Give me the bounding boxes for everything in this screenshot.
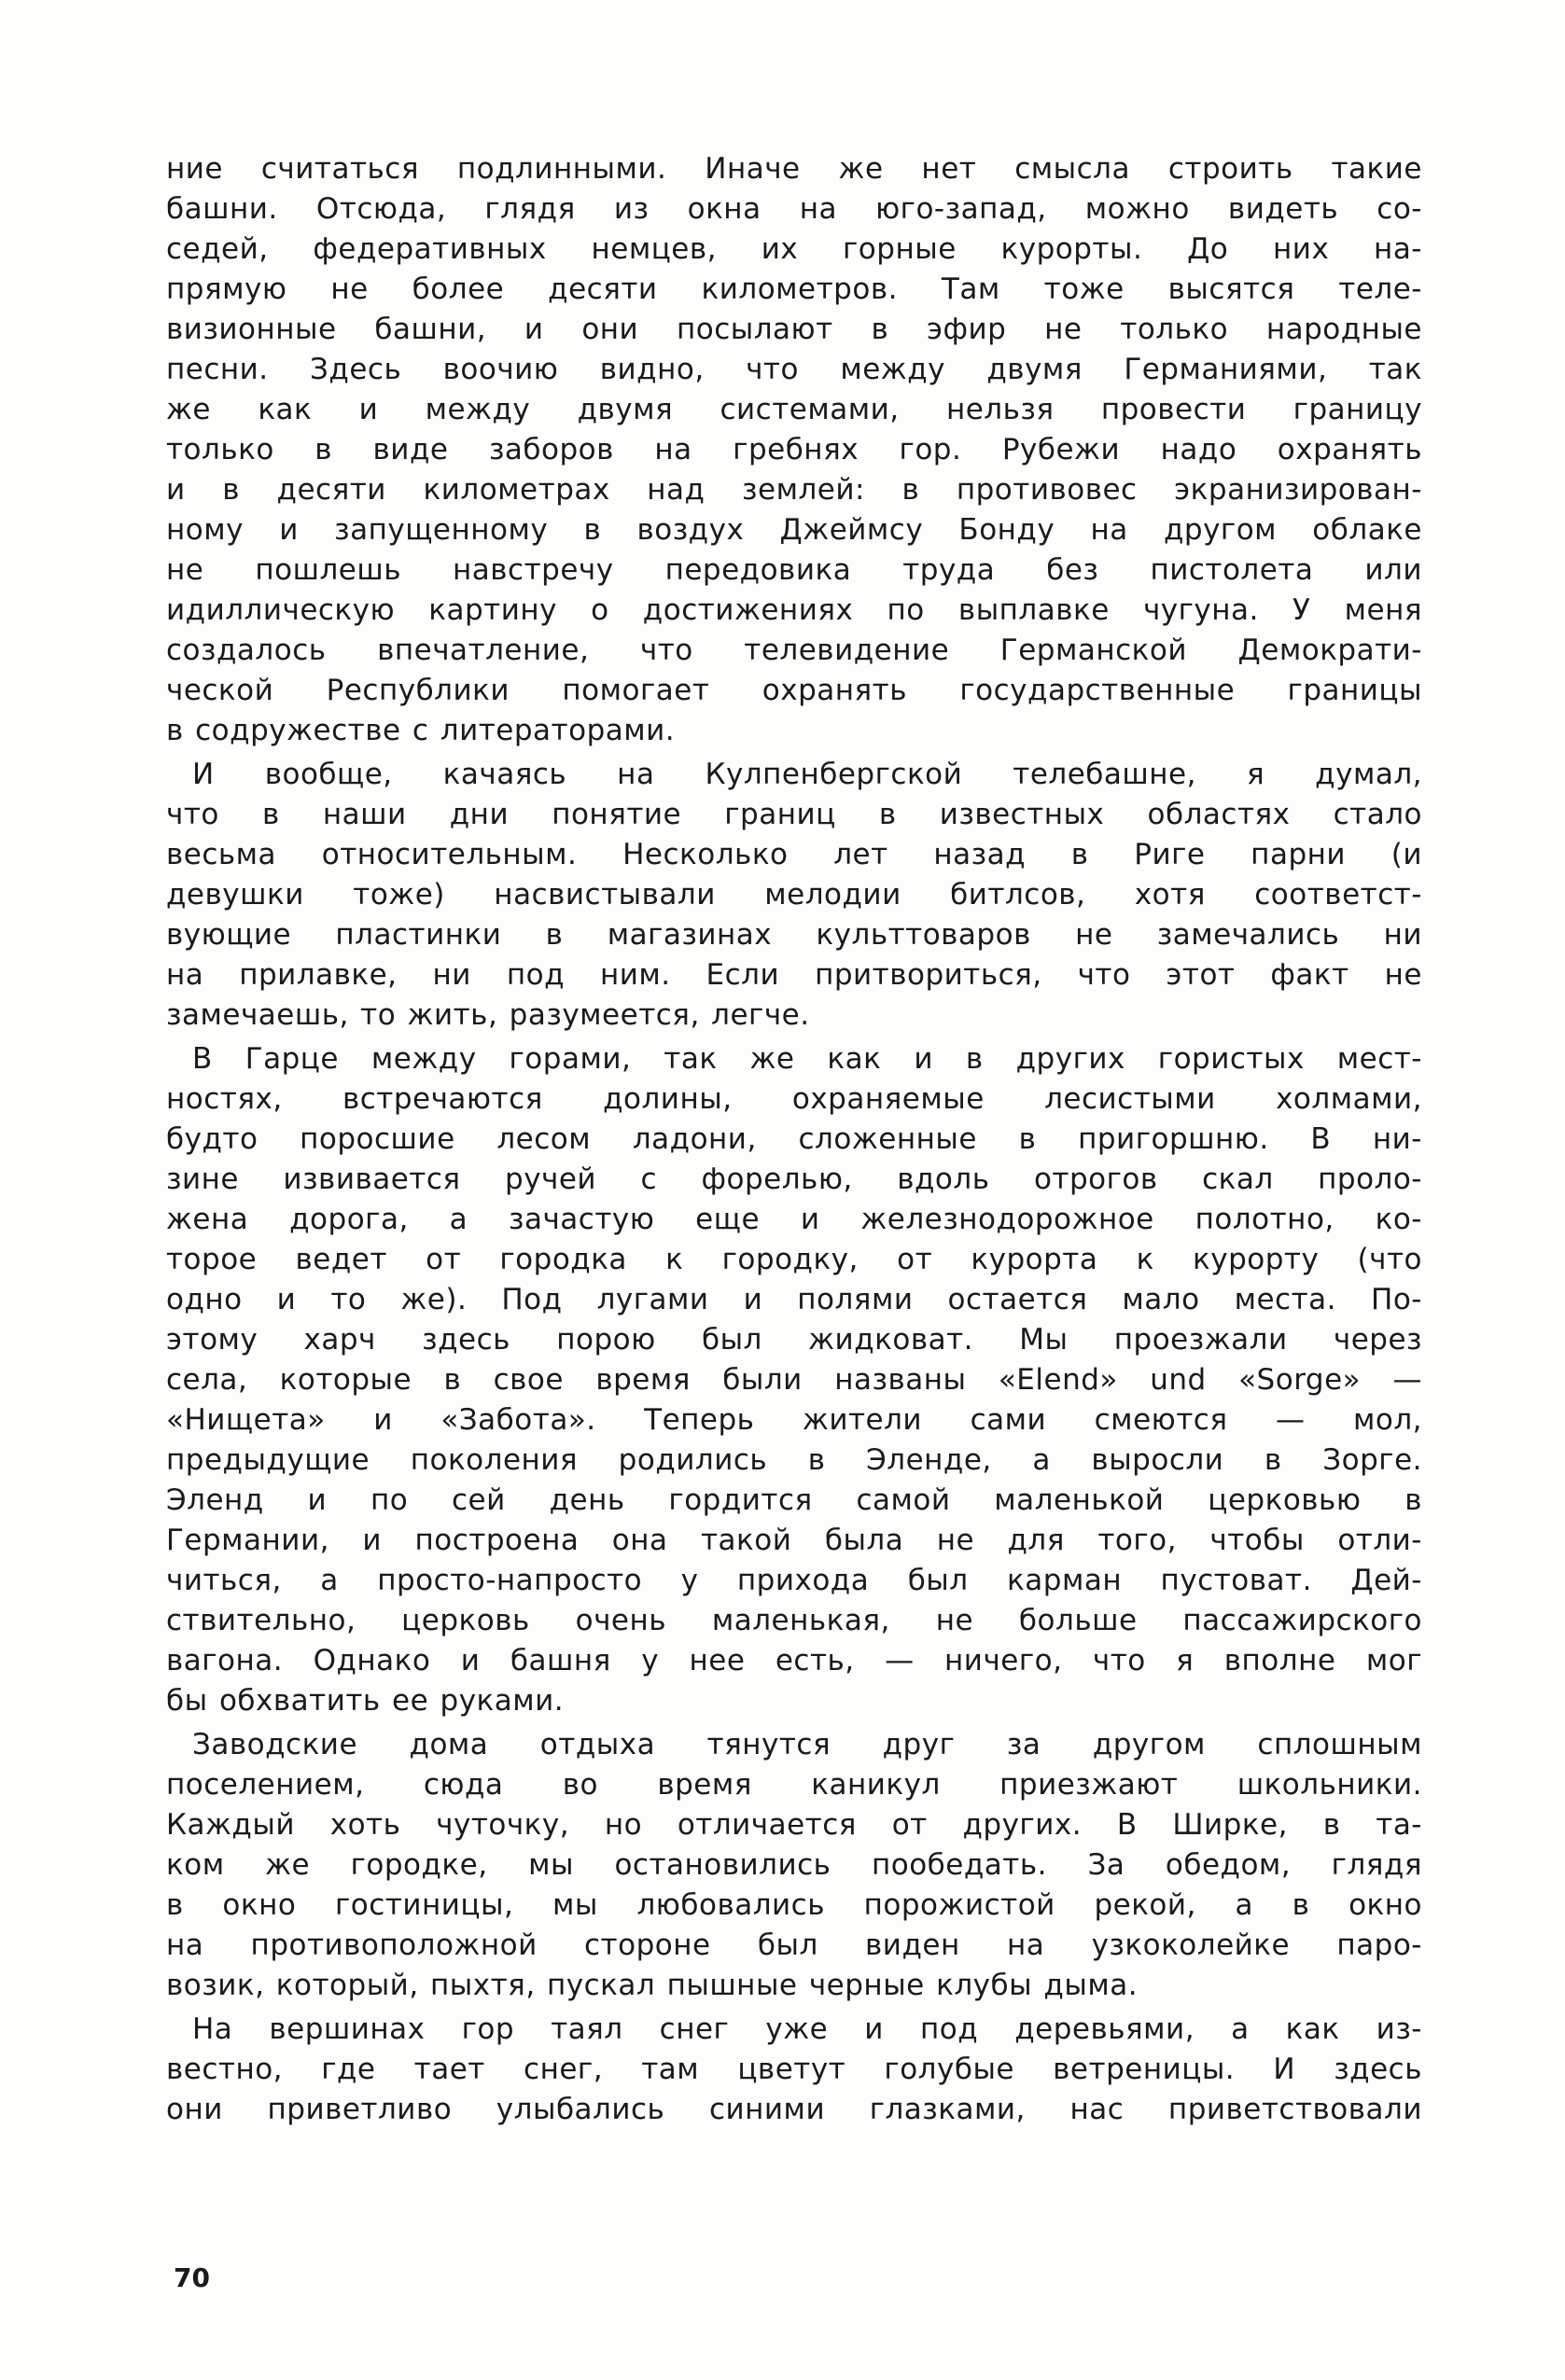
text-line: только в виде заборов на гребнях гор. Рубежи надо охранять (166, 433, 1422, 466)
text-line: одно и то же). Под лугами и полями остается мало места. По- (166, 1283, 1422, 1316)
text-line: девушки тоже) насвистывали мелодии битлсов, хотя соответст- (166, 878, 1422, 912)
text-line: вестно, где тает снег, там цветут голубые ветреницы. И здесь (166, 2053, 1422, 2086)
paragraph (166, 1725, 1422, 2006)
paragraph (166, 2010, 1422, 2130)
text-line: создалось впечатление, что телевидение Германской Демократи- (166, 633, 1422, 667)
text-line: читься, а просто-напросто у прихода был карман пустоват. Дей- (166, 1564, 1422, 1597)
page-number: 70 (174, 2262, 210, 2293)
text-line: ком же городке, мы остановились пообедать. За обедом, глядя (166, 1848, 1422, 1882)
text-line: Заводские дома отдыха тянутся друг за другом сплошным (192, 1728, 1422, 1761)
paragraph (166, 1039, 1422, 1721)
text-line: не пошлешь навстречу передовика труда без пистолета или (166, 553, 1422, 587)
text-line: в содружестве с литераторами. (166, 714, 676, 747)
text-line: на противоположной стороне был виден на узкоколейке паро- (166, 1928, 1422, 1962)
text-line: поселением, сюда во время каникул приезжают школьники. (166, 1768, 1422, 1802)
text-line: в окно гостиницы, мы любовались порожистой рекой, а в окно (166, 1888, 1422, 1922)
text-line: Эленд и по сей день гордится самой маленькой церковью в (166, 1483, 1422, 1517)
text-line: же как и между двумя системами, нельзя провести границу (166, 393, 1422, 426)
text-line: этому харч здесь порою был жидковат. Мы проезжали через (166, 1323, 1422, 1357)
text-line: зине извивается ручей с форелью, вдоль отрогов скал проло- (166, 1162, 1422, 1196)
text-line: жена дорога, а зачастую еще и железнодорожное полотно, ко- (166, 1203, 1422, 1236)
text-line: будто поросшие лесом ладони, сложенные в пригоршню. В ни- (166, 1122, 1422, 1156)
text-line: седей, федеративных немцев, их горные курорты. До них на- (166, 232, 1422, 266)
text-line: башни. Отсюда, глядя из окна на юго-запад, можно видеть со- (166, 192, 1422, 226)
paragraph (166, 149, 1422, 751)
text-line: на прилавке, ни под ним. Если притвориться, что этот факт не (166, 958, 1422, 992)
text-line: они приветливо улыбались синими глазками, нас приветствовали (166, 2093, 1422, 2126)
text-line: вагона. Однако и башня у нее есть, — ничего, что я вполне мог (166, 1644, 1422, 1677)
text-line: ческой Республики помогает охранять государственные границы (166, 674, 1422, 707)
text-line: что в наши дни понятие границ в известных областях стало (166, 798, 1422, 831)
text-line: Каждый хоть чуточку, но отличается от других. В Ширке, в та- (166, 1808, 1422, 1842)
text-line: идиллическую картину о достижениях по выплавке чугуна. У меня (166, 593, 1422, 627)
text-line: Германии, и построена она такой была не для того, чтобы отли- (166, 1524, 1422, 1557)
text-line: прямую не более десяти километров. Там тоже высятся теле- (166, 272, 1422, 306)
text-line: ние считаться подлинными. Иначе же нет смысла строить такие (166, 152, 1422, 186)
text-line: «Нищета» и «Забота». Теперь жители сами смеются — мол, (166, 1403, 1422, 1437)
text-line: торое ведет от городка к городку, от курорта к курорту (что (166, 1243, 1422, 1276)
paragraph (166, 755, 1422, 1036)
text-line: вующие пластинки в магазинах культтоваров не замечались ни (166, 918, 1422, 952)
text-line: ствительно, церковь очень маленькая, не больше пассажирского (166, 1604, 1422, 1637)
text-line: замечаешь, то жить, разумеется, легче. (166, 998, 810, 1032)
text-line: бы обхватить ее руками. (166, 1684, 565, 1718)
text-line: села, которые в свое время были названы «Elend» und «Sorge» — (166, 1363, 1422, 1397)
text-line: ному и запущенному в воздух Джеймсу Бонду на другом облаке (166, 513, 1422, 547)
text-line: В Гарце между горами, так же как и в других гористых мест- (192, 1042, 1422, 1076)
text-line: предыдущие поколения родились в Эленде, а выросли в Зорге. (166, 1443, 1422, 1477)
page-body (166, 149, 1422, 2134)
text-line: возик, который, пыхтя, пускал пышные черные клубы дыма. (166, 1969, 1139, 2002)
text-line: И вообще, качаясь на Кулпенбергской телебашне, я думал, (192, 758, 1422, 791)
text-line: На вершинах гор таял снег уже и под деревьями, а как из- (192, 2012, 1422, 2046)
text-line: визионные башни, и они посылают в эфир не только народные (166, 313, 1422, 346)
text-line: и в десяти километрах над землей: в противовес экранизирован- (166, 473, 1422, 507)
text-line: весьма относительным. Несколько лет назад в Риге парни (и (166, 838, 1422, 871)
text-line: ностях, встречаются долины, охраняемые лесистыми холмами, (166, 1082, 1422, 1116)
text-line: песни. Здесь воочию видно, что между двумя Германиями, так (166, 353, 1422, 386)
